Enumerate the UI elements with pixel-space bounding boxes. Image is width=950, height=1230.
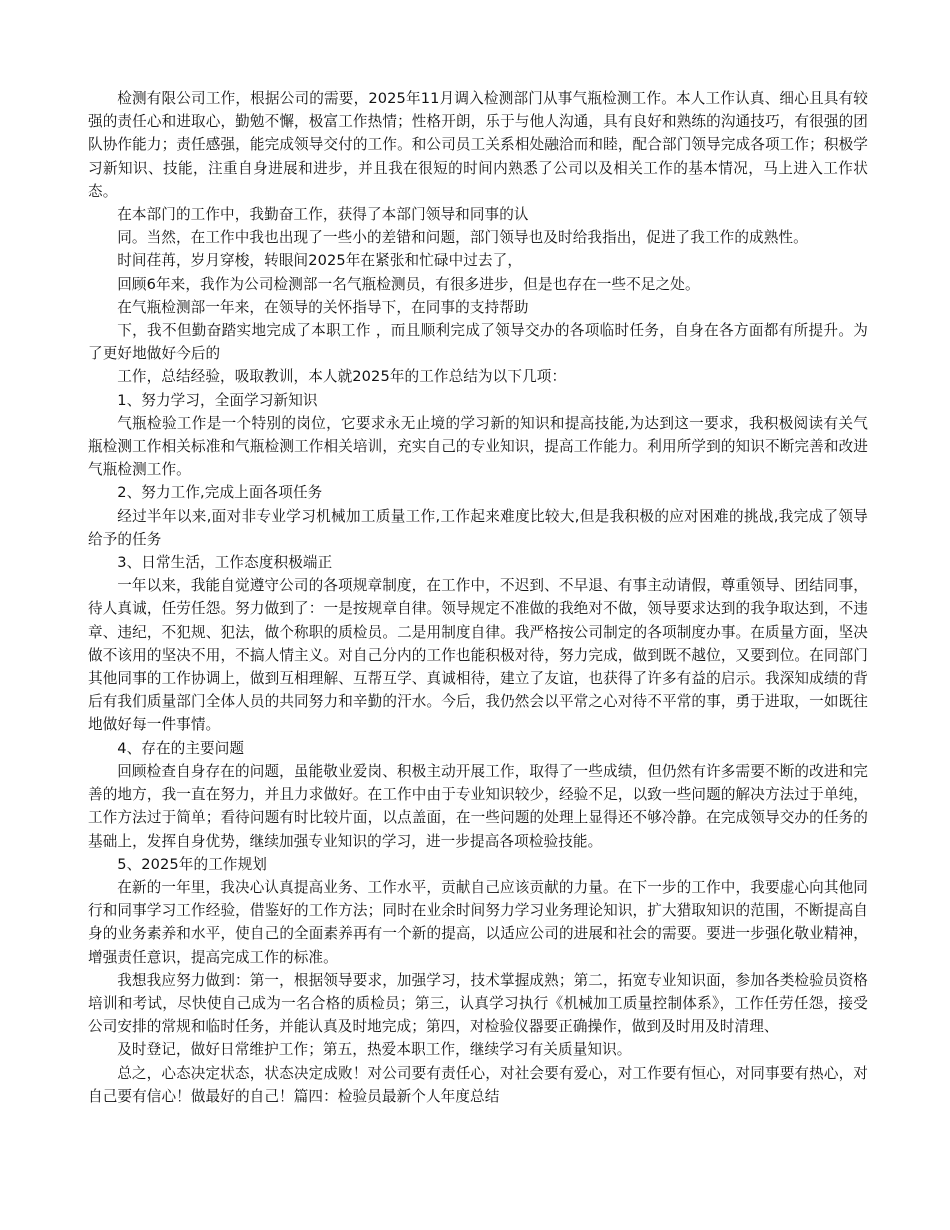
paragraph: 工作，总结经验，吸取教训，本人就2025年的工作总结为以下几项： [117, 368, 567, 386]
paragraph-intro: 检测有限公司工作，根据公司的需要，2025年11月调入检测部门从事气瓶检测工作。本人工作认真、细心且具有较强的责任心和进取心，勤勉不懈，极富工作热情；性格开朗，乐于与他人沟通，具有良好和熟练的沟通技巧，有很强的团队协作能力；责任感强，能完成领导交付的工作。和公司员工关系相处融洽而和睦，配合部门领导完成各项工作；积极学习新知识、技能，注重自身进展和进步，并且我在很短的时间内熟悉了公司以及相关工作的基本情况，马上进入工作状态。 [88, 90, 868, 200]
paragraph: 我想我应努力做到：第一，根据领导要求，加强学习，技术掌握成熟；第二，拓宽专业知识面，参加各类检验员资格培训和考试，尽快使自己成为一名合格的质检员；第三，认真学习执行《机械加工质量控制体系》，工作任劳任怨，接受公司安排的常规和临时任务，并能认真及时地完成；第四，对检验仪器要正确操作，做到及时用及时清理、 [88, 971, 868, 1036]
paragraph: 同。当然，在工作中我也出现了一些小的差错和问题，部门领导也及时给我指出，促进了我工作的成熟性。 [117, 229, 808, 247]
section-heading-4: 4、存在的主要问题 [117, 739, 245, 757]
paragraph-conclusion: 总之，心态决定状态，状态决定成败！对公司要有责任心，对社会要有爱心，对工作要有恒心，对同事要有热心，对自己要有信心！做最好的自己！篇四：检验员最新个人年度总结 [88, 1064, 868, 1105]
paragraph: 经过半年以来,面对非专业学习机械加工质量工作,工作起来难度比较大,但是我积极的应对困难的挑战,我完成了领导给予的任务 [88, 507, 868, 548]
paragraph: 回顾检查自身存在的问题，虽能敬业爱岗、积极主动开展工作，取得了一些成绩，但仍然有许多需要不断的改进和完善的地方，我一直在努力，并且力求做好。在工作中由于专业知识较少，经验不足，以致一些问题的解决方法过于单纯，工作方法过于简单；看待问题有时比较片面，以点盖面，在一些问题的处理上显得还不够冷静。在完成领导交办的任务的基础上，发挥自身优势，继续加强专业知识的学习，进一步提高各项检验技能。 [88, 762, 868, 850]
document-body [88, 87, 868, 1108]
paragraph: 在气瓶检测部一年来，在领导的关怀指导下，在同事的支持帮助 [117, 298, 529, 316]
paragraph: 在本部门的工作中，我勤奋工作，获得了本部门领导和同事的认 [117, 206, 529, 224]
section-heading-1: 1、努力学习，全面学习新知识 [117, 391, 318, 409]
paragraph: 一年以来，我能自觉遵守公司的各项规章制度，在工作中，不迟到、不早退、有事主动请假，尊重领导、团结同事，待人真诚，任劳任怨。努力做到了：一是按规章自律。领导规定不准做的我绝对不做，领导要求达到的我争取达到，不违章、违纪，不犯规、犯法，做个称职的质检员。二是用制度自律。我严格按公司制定的各项制度办事。在质量方面，坚决做不该用的坚决不用，不搞人情主义。对自己分内的工作也能积极对待，努力完成，做到既不越位，又要到位。在同部门其他同事的工作协调上，做到互相理解、互帮互学、真诚相待，建立了友谊，也获得了许多有益的启示。我深知成绩的背后有我们质量部门全体人员的共同努力和辛勤的汗水。今后，我仍然会以平常之心对待不平常的事，勇于进取，一如既往地做好每一件事情。 [88, 577, 868, 734]
paragraph: 时间荏苒，岁月穿梭，转眼间2025年在紧张和忙碌中过去了， [117, 252, 523, 270]
paragraph: 下，我不但勤奋踏实地完成了本职工作 ，而且顺利完成了领导交办的各项临时任务，自身在各方面都有所提升。为了更好地做好今后的 [88, 322, 868, 363]
paragraph: 气瓶检验工作是一个特别的岗位，它要求永无止境的学习新的知识和提高技能,为达到这一要求，我积极阅读有关气瓶检测工作相关标准和气瓶检测工作相关培训，充实自己的专业知识，提高工作能力。利用所学到的知识不断完善和改进气瓶检测工作。 [88, 414, 868, 479]
paragraph: 在新的一年里，我决心认真提高业务、工作水平，贡献自己应该贡献的力量。在下一步的工作中，我要虚心向其他同行和同事学习工作经验，借鉴好的工作方法；同时在业余时间努力学习业务理论知识，扩大猎取知识的范围，不断提高自身的业务素养和水平，使自己的全面素养再有一个新的提高，以适应公司的进展和社会的需要。要进一步强化敬业精神，增强责任意识，提高完成工作的标准。 [88, 878, 868, 966]
paragraph: 回顾6年来，我作为公司检测部一名气瓶检测员，有很多进步，但是也存在一些不足之处。 [117, 275, 700, 293]
section-heading-3: 3、日常生活，工作态度积极端正 [117, 554, 333, 572]
section-heading-2: 2、努力工作,完成上面各项任务 [117, 484, 323, 502]
paragraph: 及时登记，做好日常维护工作；第五，热爱本职工作，继续学习有关质量知识。 [117, 1041, 632, 1059]
section-heading-5: 5、2025年的工作规划 [117, 855, 267, 873]
